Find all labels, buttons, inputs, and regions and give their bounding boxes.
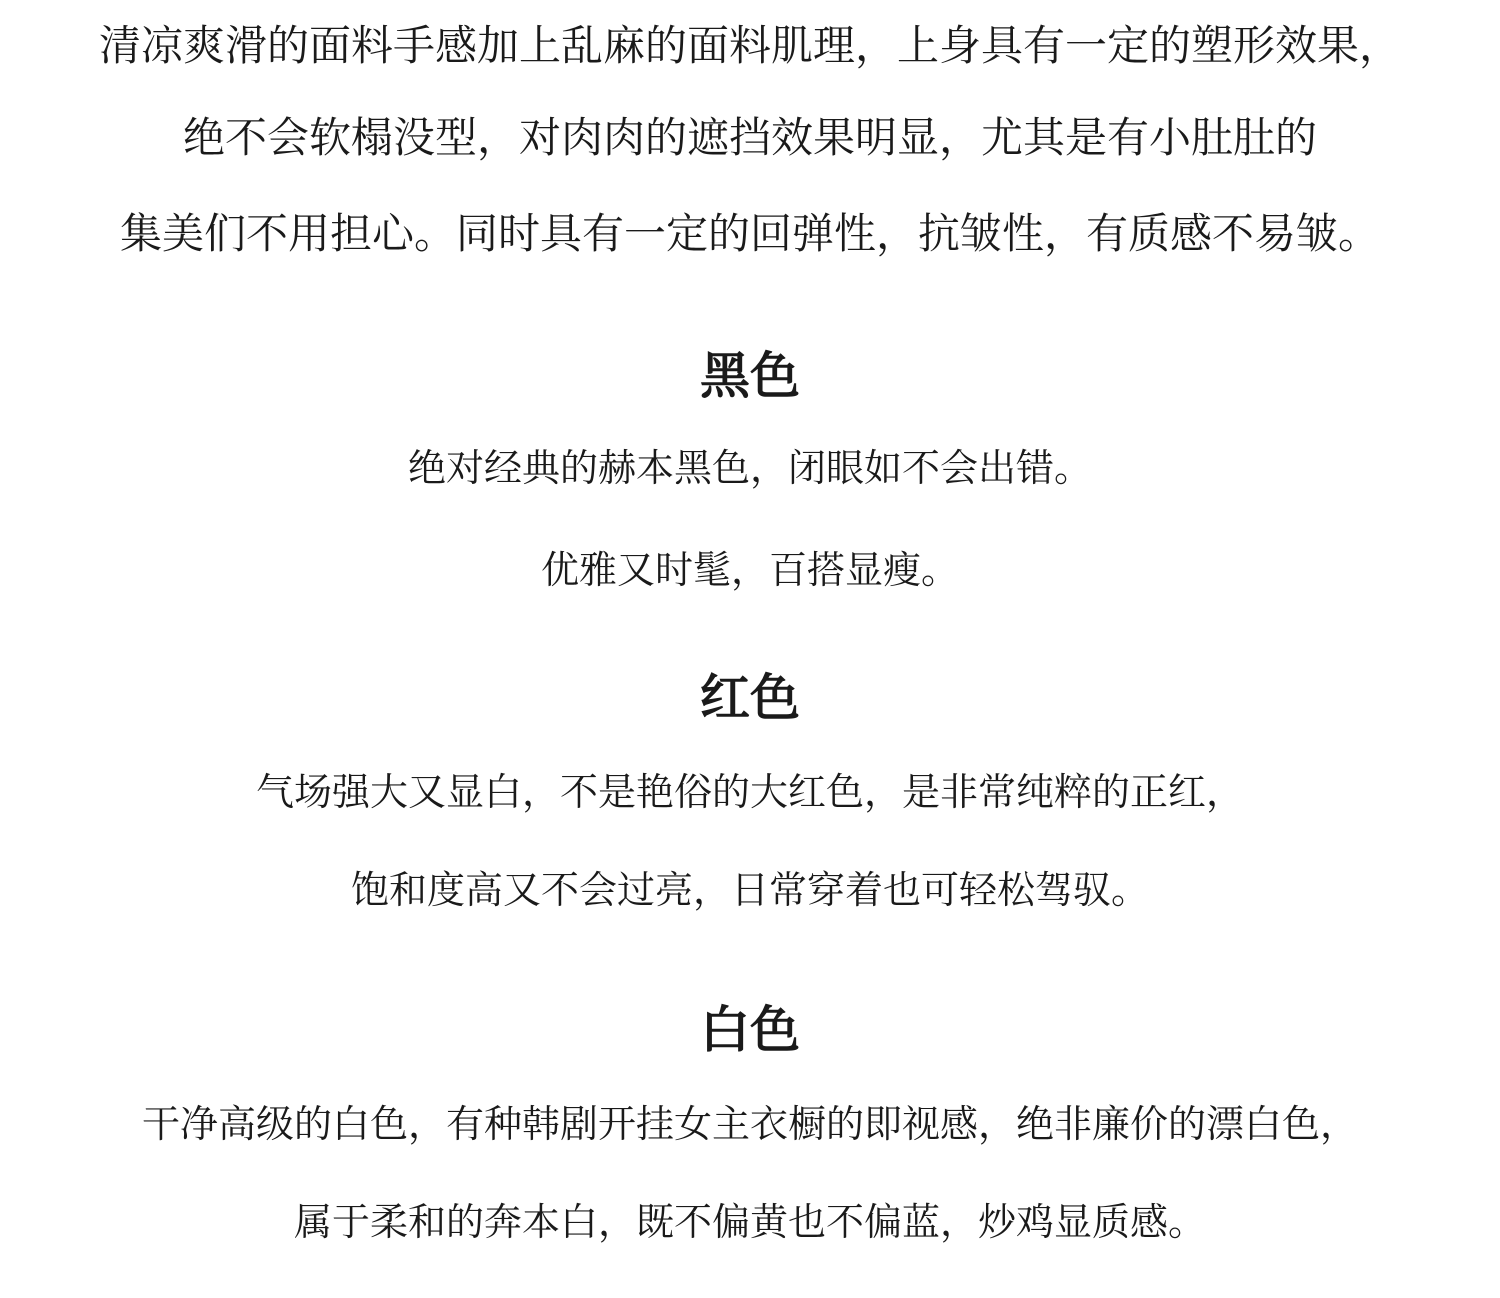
section-title: 黑色 bbox=[700, 347, 800, 405]
section-text-line: 绝对经典的赫本黑色，闭眼如不会出错。 bbox=[407, 446, 1092, 490]
intro-line: 清凉爽滑的面料手感加上乱麻的面料肌理，上身具有一定的塑形效果， bbox=[98, 21, 1401, 70]
intro-line: 集美们不用担心。同时具有一定的回弹性，抗皱性，有质感不易皱。 bbox=[119, 209, 1380, 258]
section-title: 红色 bbox=[700, 669, 800, 727]
section-text-line: 优雅又时髦，百搭显瘦。 bbox=[540, 548, 959, 592]
intro-line: 绝不会软榻没型，对肉肉的遮挡效果明显，尤其是有小肚肚的 bbox=[182, 113, 1317, 162]
section-text-line: 气场强大又显白，不是艳俗的大红色，是非常纯粹的正红， bbox=[255, 770, 1244, 814]
section-text-line: 干净高级的白色，有种韩剧开挂女主衣橱的即视感，绝非廉价的漂白色， bbox=[141, 1102, 1358, 1146]
section-title: 白色 bbox=[700, 1001, 800, 1059]
section-text-line: 饱和度高又不会过亮，日常穿着也可轻松驾驭。 bbox=[350, 868, 1149, 912]
section-text-line: 属于柔和的奔本白，既不偏黄也不偏蓝，炒鸡显质感。 bbox=[293, 1200, 1206, 1244]
